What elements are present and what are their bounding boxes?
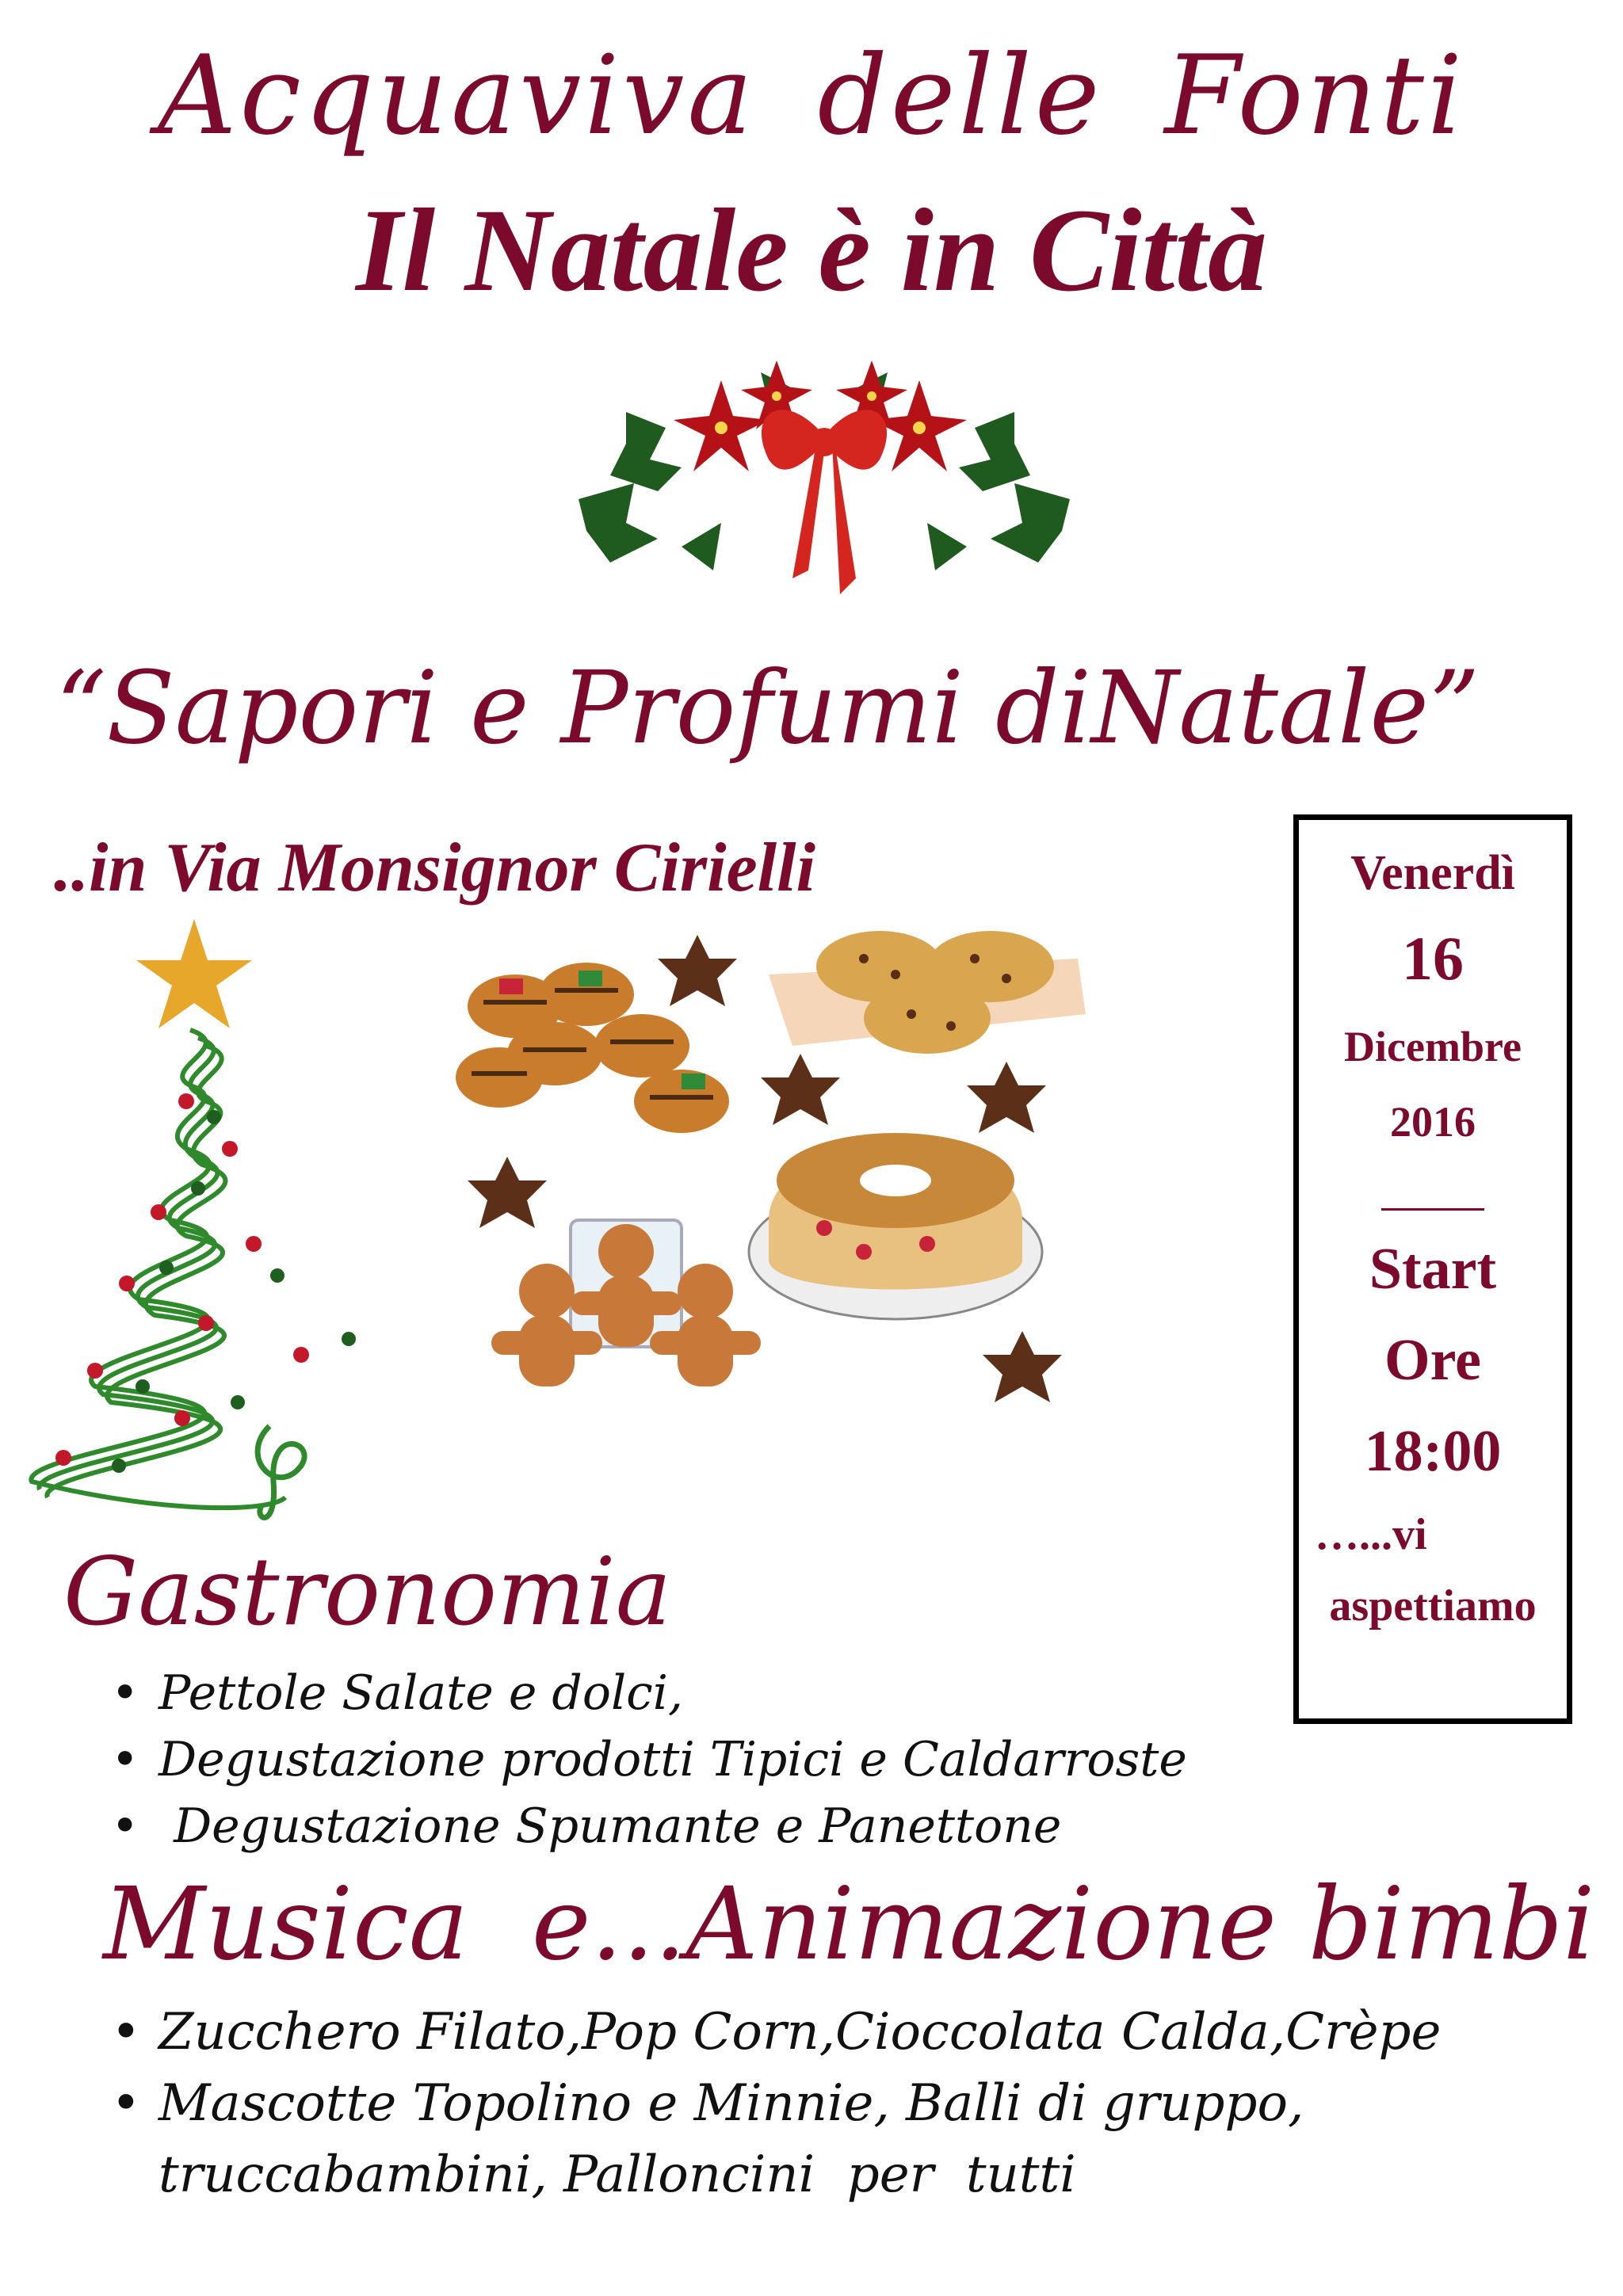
event-subtitle: “Sapori e Profumi diNatale” xyxy=(55,650,1480,766)
poinsettia-garland-illustration xyxy=(563,341,1086,642)
bullet-icon: • xyxy=(111,1665,139,1721)
bullet-icon: • xyxy=(111,1732,139,1787)
ore-label: Ore xyxy=(1384,1328,1481,1393)
musica-heading: Musica e...Animazione bimbi xyxy=(103,1866,1595,1982)
date-box xyxy=(1293,814,1572,1724)
list-item: • Zucchero Filato,Pop Corn,Cioccolata Calda,Crèpe xyxy=(111,1997,1441,2068)
gingerbread-man-icon xyxy=(491,1224,761,1386)
date-year: 2016 xyxy=(1390,1098,1476,1146)
town-title: Acquaviva delle Fonti xyxy=(157,32,1466,159)
list-item: • Degustazione prodotti Tipici e Caldarroste xyxy=(111,1726,1187,1793)
list-item-continuation: truccabambini, Palloncini per tutti xyxy=(158,2145,1076,2204)
bullet-icon: • xyxy=(111,1798,139,1854)
list-item: • Pettole Salate e dolci, xyxy=(111,1660,1187,1726)
location-line: ..in Via Monsignor Cirielli xyxy=(54,830,815,906)
gastronomia-heading: Gastronomia xyxy=(63,1537,672,1646)
christmas-cookies-illustration xyxy=(452,919,1102,1442)
date-month: Dicembre xyxy=(1344,1023,1522,1070)
bullet-icon: • xyxy=(111,2074,141,2133)
event-title: Il Natale è in Città xyxy=(355,185,1268,316)
start-time: 18:00 xyxy=(1364,1419,1502,1484)
star-icon xyxy=(136,919,252,1028)
closing-line-1: …...vi xyxy=(1315,1510,1427,1559)
date-day-name: Venerdì xyxy=(1350,846,1515,900)
musica-list xyxy=(111,1997,1441,2210)
music-christmas-tree-illustration xyxy=(0,911,475,1529)
start-label: Start xyxy=(1369,1237,1497,1302)
date-day: 16 xyxy=(1402,924,1464,993)
list-item: • Mascotte Topolino e Minnie, Balli di gruppo, xyxy=(111,2068,1441,2139)
gastronomia-list xyxy=(111,1660,1187,1859)
closing-line-2: aspettiamo xyxy=(1329,1581,1537,1630)
list-item: • Degustazione Spumante e Panettone xyxy=(111,1793,1187,1859)
bullet-icon: • xyxy=(111,2003,141,2061)
